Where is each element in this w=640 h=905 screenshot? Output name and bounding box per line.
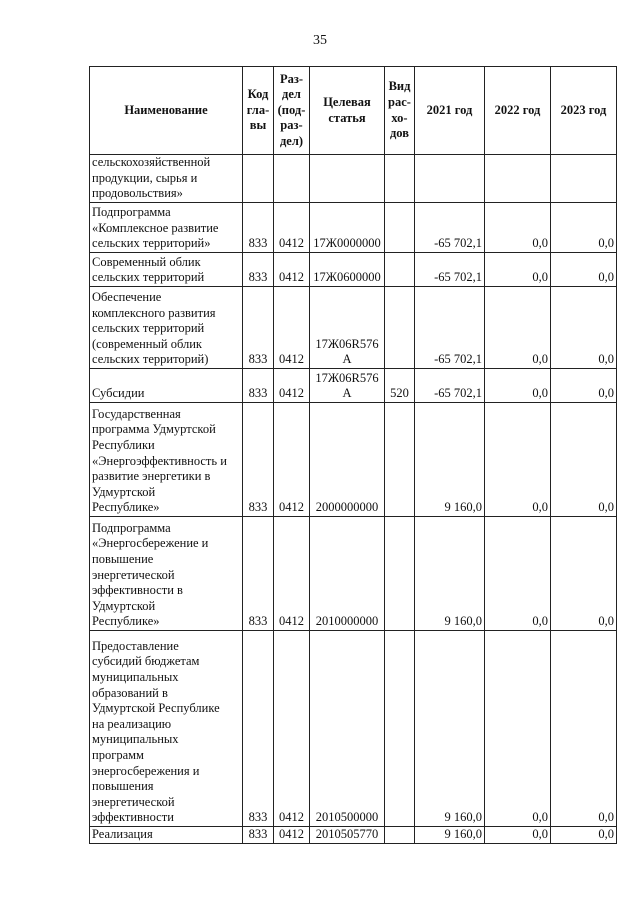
row-2022: 0,0 — [485, 403, 551, 517]
row-2021: 9 160,0 — [415, 827, 485, 844]
row-2022: 0,0 — [485, 517, 551, 631]
row-section: 0412 — [274, 287, 310, 369]
header-code — [243, 67, 274, 155]
row-2021: -65 702,1 — [415, 203, 485, 253]
header-2022: 2022 год — [485, 67, 551, 155]
row-name: Современный облик сельских территорий — [90, 253, 243, 287]
table-row — [90, 253, 617, 287]
row-2023: 0,0 — [551, 631, 617, 827]
row-name: Обеспечение комплексного развития сельских территорий (современный облик сельских территорий) — [90, 287, 243, 369]
row-2023: 0,0 — [551, 403, 617, 517]
row-code: 833 — [243, 203, 274, 253]
row-2022 — [485, 155, 551, 203]
row-section — [274, 155, 310, 203]
row-section: 0412 — [274, 403, 310, 517]
header-2023: 2023 год — [551, 67, 617, 155]
row-code: 833 — [243, 403, 274, 517]
row-expense — [385, 403, 415, 517]
header-code-line: гла- — [246, 102, 270, 117]
row-2023: 0,0 — [551, 203, 617, 253]
header-expense — [385, 67, 415, 155]
row-2022: 0,0 — [485, 203, 551, 253]
row-section: 0412 — [274, 517, 310, 631]
row-name: Подпрограмма «Комплексное развитие сельских территорий» — [90, 203, 243, 253]
row-section: 0412 — [274, 827, 310, 844]
row-code — [243, 155, 274, 203]
header-2021: 2021 год — [415, 67, 485, 155]
table-row — [90, 369, 617, 403]
row-target: 17Ж0600000 — [310, 253, 385, 287]
row-code: 833 — [243, 631, 274, 827]
header-row — [90, 67, 617, 155]
header-code-line: Код — [247, 87, 269, 102]
row-target: 2000000000 — [310, 403, 385, 517]
row-name: Субсидии — [90, 369, 243, 403]
row-code: 833 — [243, 287, 274, 369]
table-row — [90, 403, 617, 517]
row-expense — [385, 155, 415, 203]
row-name: Государственная программа Удмуртской Республики «Энергоэффективность и развитие энергетики в Удмуртской Республике» — [90, 403, 243, 517]
row-name: сельскохозяйственной продукции, сырья и продовольствия» — [90, 155, 243, 203]
budget-table — [89, 66, 617, 844]
row-2021: 9 160,0 — [415, 517, 485, 631]
row-expense — [385, 253, 415, 287]
row-name: Подпрограмма «Энергосбережение и повышение энергетической эффективности в Удмуртской Республике» — [90, 517, 243, 631]
row-target: 17Ж06R576 А — [310, 369, 385, 403]
row-2023: 0,0 — [551, 287, 617, 369]
table-row — [90, 287, 617, 369]
header-target-line: Целевая — [323, 94, 371, 109]
row-2021 — [415, 155, 485, 203]
header-section-line: Раз- — [279, 71, 304, 86]
row-2021: -65 702,1 — [415, 369, 485, 403]
table-row — [90, 827, 617, 844]
row-code: 833 — [243, 369, 274, 403]
row-target — [310, 155, 385, 203]
header-target-line: статья — [328, 110, 366, 125]
row-2022: 0,0 — [485, 631, 551, 827]
row-code: 833 — [243, 517, 274, 631]
row-code: 833 — [243, 827, 274, 844]
row-target: 2010500000 — [310, 631, 385, 827]
table-row — [90, 203, 617, 253]
header-section-line: (под- — [277, 102, 306, 117]
row-2023 — [551, 155, 617, 203]
row-target: 2010505770 — [310, 827, 385, 844]
table-row — [90, 155, 617, 203]
row-2022: 0,0 — [485, 253, 551, 287]
row-2023: 0,0 — [551, 827, 617, 844]
header-expense-line: рас- — [388, 94, 411, 109]
header-section-line: дел) — [279, 133, 304, 148]
row-section: 0412 — [274, 203, 310, 253]
row-expense — [385, 631, 415, 827]
row-2021: -65 702,1 — [415, 287, 485, 369]
header-expense-line: дов — [389, 126, 409, 141]
row-expense — [385, 827, 415, 844]
row-2023: 0,0 — [551, 253, 617, 287]
header-section — [274, 67, 310, 155]
table-row — [90, 517, 617, 631]
row-2022: 0,0 — [485, 287, 551, 369]
header-section-line: дел — [282, 87, 301, 102]
header-code-line: вы — [249, 118, 267, 133]
row-2023: 0,0 — [551, 369, 617, 403]
row-2021: -65 702,1 — [415, 253, 485, 287]
row-code: 833 — [243, 253, 274, 287]
row-target: 2010000000 — [310, 517, 385, 631]
header-target — [310, 67, 385, 155]
table-row — [90, 631, 617, 827]
row-section: 0412 — [274, 369, 310, 403]
row-name: Предоставление субсидий бюджетам муниципальных образований в Удмуртской Республике на реализацию муниципальных программ энергосбережения и повышения энергетической эффективности — [90, 631, 243, 827]
row-2023: 0,0 — [551, 517, 617, 631]
row-name: Реализация — [90, 827, 243, 844]
row-expense — [385, 287, 415, 369]
row-2021: 9 160,0 — [415, 403, 485, 517]
row-section: 0412 — [274, 253, 310, 287]
row-2021: 9 160,0 — [415, 631, 485, 827]
row-expense: 520 — [385, 369, 415, 403]
row-2022: 0,0 — [485, 827, 551, 844]
row-section: 0412 — [274, 631, 310, 827]
header-section-line: раз- — [280, 118, 303, 133]
row-expense — [385, 203, 415, 253]
row-target: 17Ж0000000 — [310, 203, 385, 253]
row-target: 17Ж06R576 А — [310, 287, 385, 369]
page-number: 35 — [313, 33, 327, 48]
header-name: Наименование — [90, 67, 243, 155]
header-expense-line: Вид — [388, 79, 411, 94]
row-expense — [385, 517, 415, 631]
row-2022: 0,0 — [485, 369, 551, 403]
header-expense-line: хо- — [391, 110, 408, 125]
